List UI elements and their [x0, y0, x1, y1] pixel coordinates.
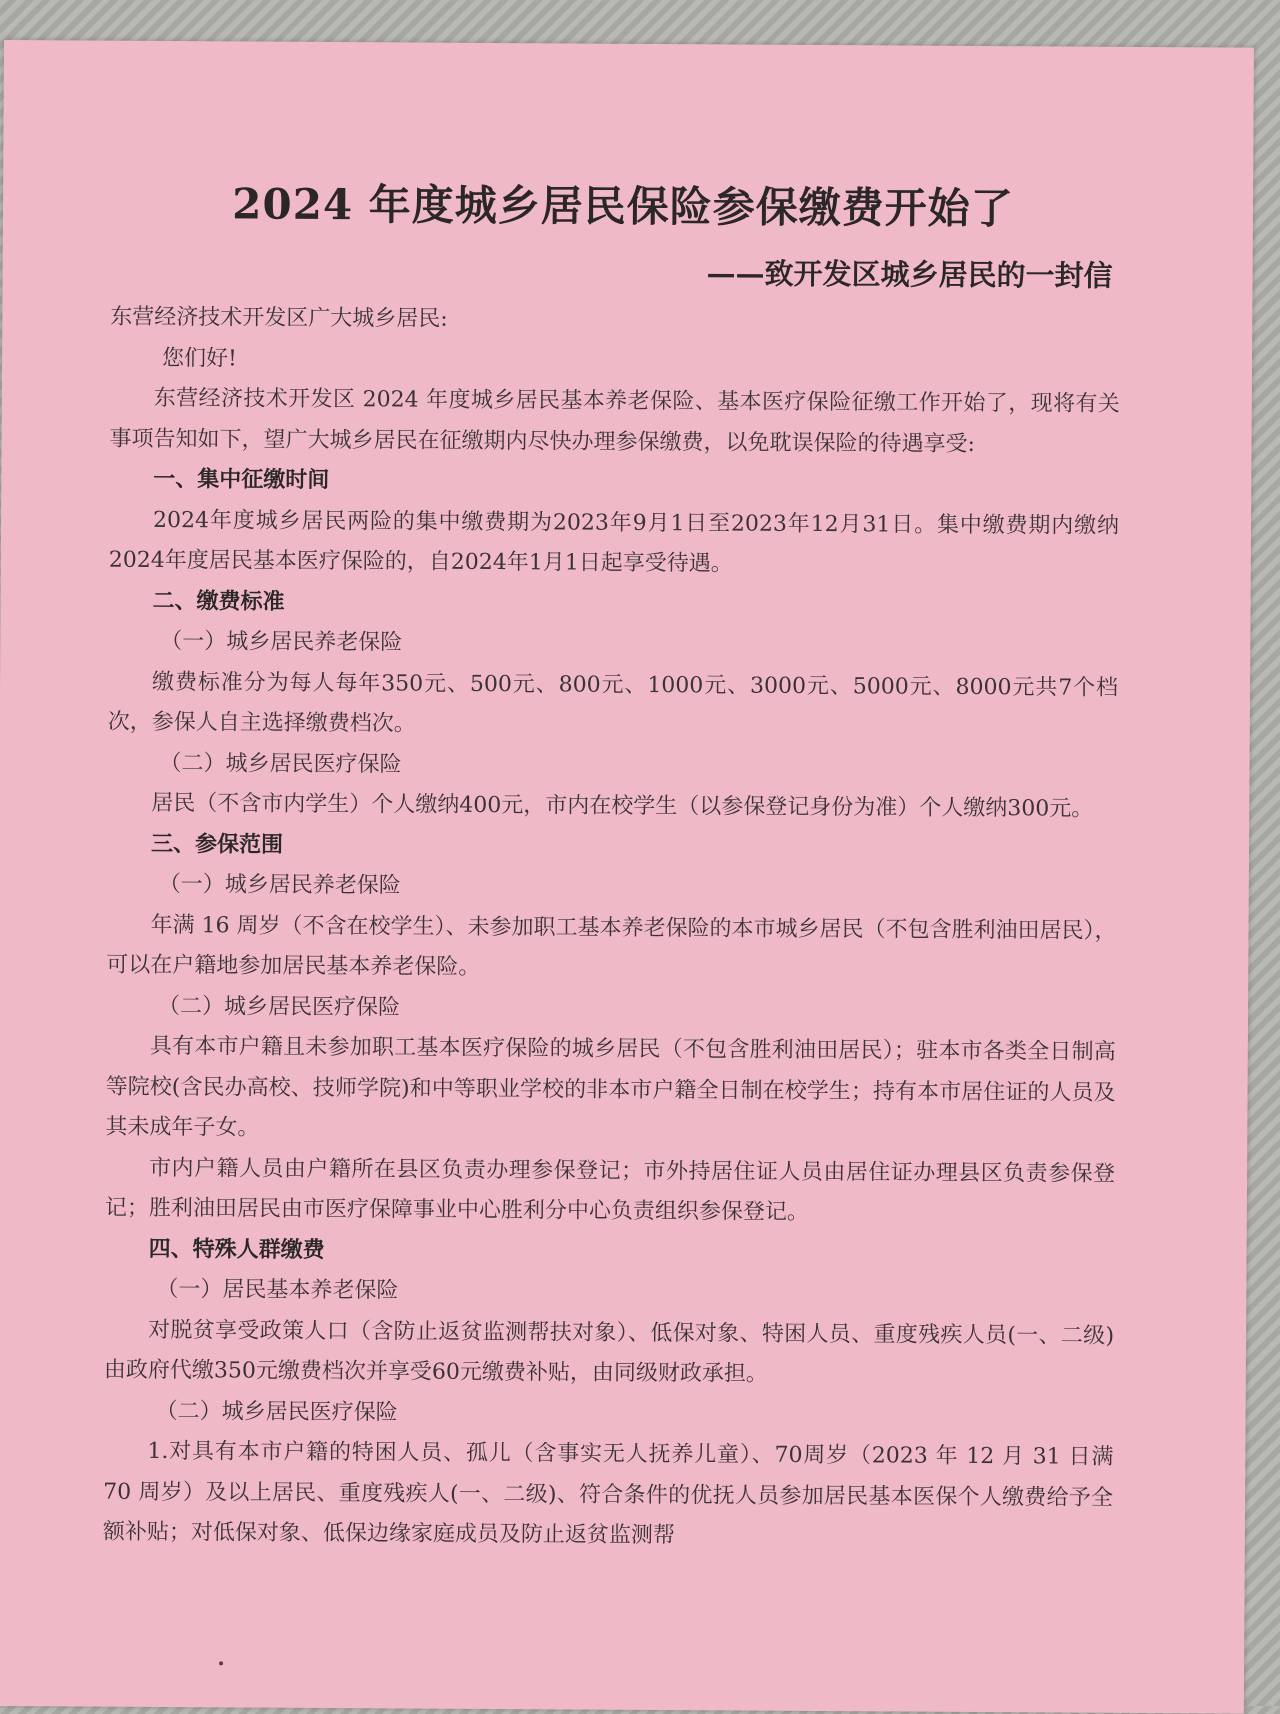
section-4-sub-1-text: 对脱贫享受政策人口（含防止返贫监测帮扶对象）、低保对象、特困人员、重度残疾人员(一、二级)由政府代缴350元缴费档次并享受60元缴费补贴，由同级财政承担。 — [103, 1317, 1115, 1387]
section-2-heading: 二、缴费标准 — [152, 588, 285, 615]
letter-paper — [0, 40, 1254, 1714]
letter-body — [103, 298, 1121, 1560]
section-3-sub-2-heading: （二）城乡居民医疗保险 — [158, 993, 401, 1020]
section-2-sub-1-heading: （一）城乡居民养老保险 — [160, 628, 403, 656]
section-3-sub-2-text-2: 市内户籍人员由户籍所在县区负责办理参保登记；市外持居住证人员由居住证办理县区负责参保登记；胜利油田居民由市医疗保障事业中心胜利分中心负责组织参保登记。 — [104, 1155, 1116, 1225]
section-2-sub-2-text: 居民（不含市内学生）个人缴纳400元，市内在校学生（以参保登记身份为准）个人缴纳300元。 — [151, 790, 1094, 822]
document-subtitle: ——致开发区城乡居民的一封信 — [706, 256, 1113, 293]
greeting: 您们好! — [161, 345, 237, 371]
intro-paragraph: 东营经济技术开发区 2024 年度城乡居民基本养老保险、基本医疗保险征缴工作开始了，现将有关事项告知如下，望广大城乡居民在征缴期内尽快办理参保缴费，以免耽误保险的待遇享受: — [109, 385, 1120, 457]
section-4-sub-2-text: 1.对具有本市户籍的特困人员、孤儿（含事实无人抚养儿童）、70周岁（2023 年 12 月 31 日满 70 周岁）及以上居民、重度残疾人(一、二级)、符合条件的优抚人员参加居民基本医保个人缴费给予全额补贴；对低保对象、低保边缘家庭成员及防止返贫监测帮 — [102, 1438, 1114, 1549]
document-title: 2024 年度城乡居民保险参保缴费开始了 — [232, 179, 1014, 234]
section-2-sub-1-text: 缴费标准分为每人每年350元、500元、800元、1000元、3000元、5000元、8000元共7个档次，参保人自主选择缴费档次。 — [107, 669, 1119, 737]
section-3-sub-1-text: 年满 16 周岁（不含在校学生）、未参加职工基本养老保险的本市城乡居民（不包含胜利油田居民），可以在户籍地参加居民基本养老保险。 — [106, 912, 1117, 980]
section-4-sub-1-heading: （一）居民基本养老保险 — [156, 1276, 399, 1304]
salutation: 东营经济技术开发区广大城乡居民: — [110, 304, 448, 332]
section-1-heading: 一、集中征缴时间 — [153, 466, 330, 493]
paper-speck — [219, 1661, 223, 1665]
section-4-sub-2-heading: （二）城乡居民医疗保险 — [155, 1398, 398, 1425]
section-4-heading: 四、特殊人群缴费 — [148, 1236, 325, 1263]
section-3-sub-2-text: 具有本市户籍且未参加职工基本医疗保险的城乡居民（不包含胜利油田居民）；驻本市各类全日制高等院校(含民办高校、技师学院)和中等职业学校的非本市户籍全日制在校学生；持有本市居住证的人员及其未成年子女。 — [105, 1033, 1116, 1141]
section-3-sub-1-heading: （一）城乡居民养老保险 — [158, 871, 401, 899]
section-2-sub-2-heading: （二）城乡居民医疗保险 — [159, 750, 402, 777]
section-3-heading: 三、参保范围 — [151, 831, 284, 858]
section-1-text: 2024年度城乡居民两险的集中缴费期为2023年9月1日至2023年12月31日。集中缴费期内缴纳2024年度居民基本医疗保险的，自2024年1月1日起享受待遇。 — [108, 507, 1120, 577]
